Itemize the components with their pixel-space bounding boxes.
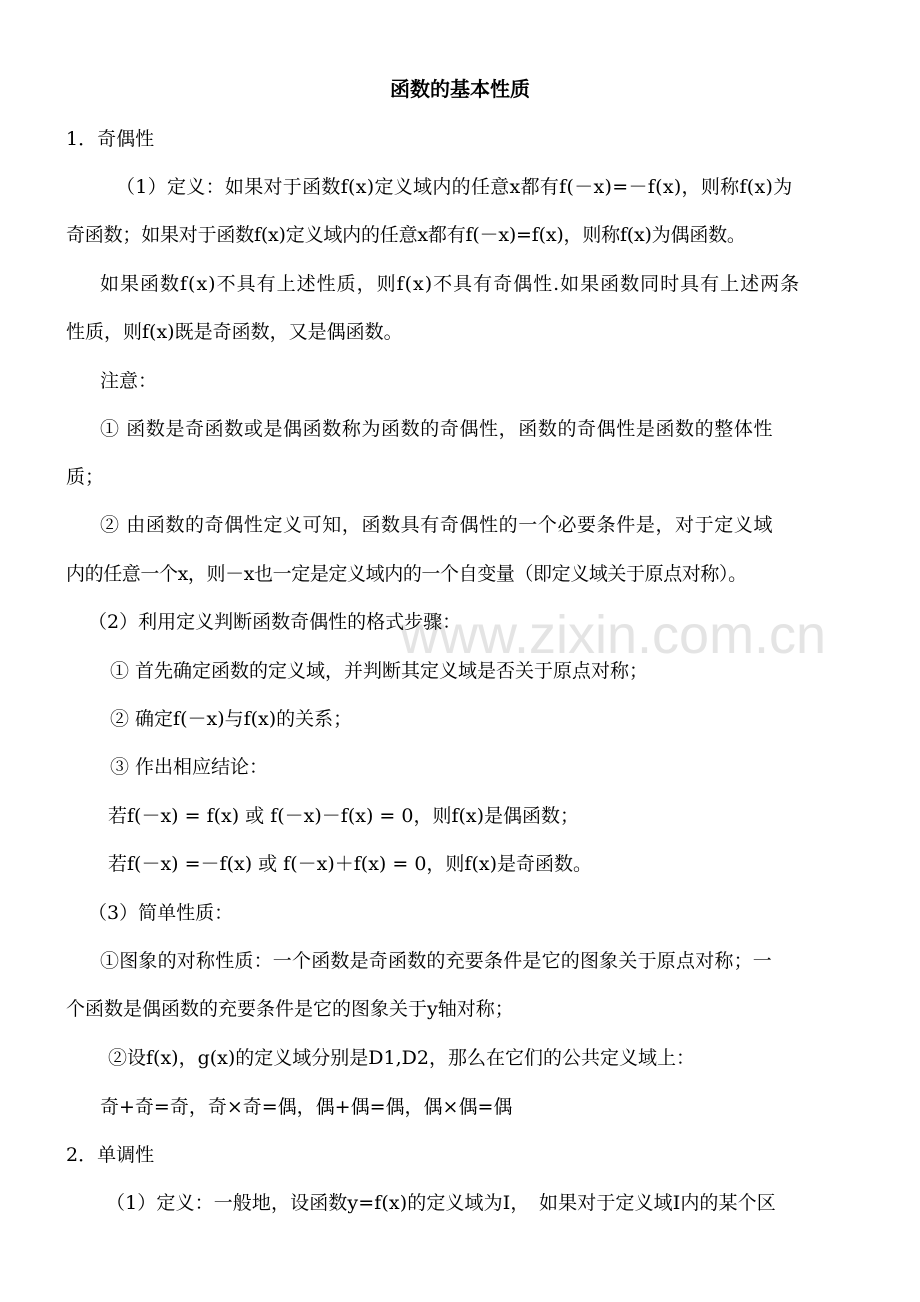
paragraph-line: （1）定义：如果对于函数f(x)定义域内的任意x都有f(－x)=－f(x)，则称f(x)为 xyxy=(116,176,793,198)
property-item-1: ①图象的对称性质：一个函数是奇函数的充要条件是它的图象关于原点对称；一 xyxy=(100,950,773,972)
step-item-1: ① 首先确定函数的定义域，并判断其定义域是否关于原点对称； xyxy=(110,660,649,682)
even-condition: 若f(－x) = f(x) 或 f(－x)－f(x) = 0，则f(x)是偶函数； xyxy=(108,805,580,827)
section-heading-monotonicity: 2．单调性 xyxy=(66,1144,155,1166)
subheading-properties: （3）简单性质： xyxy=(88,902,234,924)
section-heading-parity: 1．奇偶性 xyxy=(66,128,155,150)
paragraph-line: 内的任意一个x，则－x也一定是定义域内的一个自变量（即定义域关于原点对称）。 xyxy=(66,563,747,585)
operation-rules: 奇+奇=奇，奇×奇=偶，偶+偶=偶，偶×偶=偶 xyxy=(100,1096,513,1118)
paragraph-line: 奇函数；如果对于函数f(x)定义域内的任意x都有f(－x)=f(x)，则称f(x)为偶函数。 xyxy=(66,224,746,246)
property-item-2: ②设f(x)，g(x)的定义域分别是D1,D2，那么在它们的公共定义域上： xyxy=(108,1047,695,1069)
note-label: 注意： xyxy=(100,370,158,392)
step-item-3: ③ 作出相应结论： xyxy=(110,756,269,778)
subheading-steps: （2）利用定义判断函数奇偶性的格式步骤： xyxy=(88,611,462,633)
note-item-1: ① 函数是奇函数或是偶函数称为函数的奇偶性，函数的奇偶性是函数的整体性 xyxy=(100,418,774,440)
odd-condition: 若f(－x) =－f(x) 或 f(－x)＋f(x) = 0，则f(x)是奇函数。 xyxy=(108,853,592,875)
paragraph-line: （1）定义：一般地，设函数y=f(x)的定义域为I， 如果对于定义域I内的某个区 xyxy=(106,1192,776,1214)
paragraph-line: 质； xyxy=(66,466,105,488)
paragraph-line: 如果函数f(x)不具有上述性质，则f(x)不具有奇偶性.如果函数同时具有上述两条 xyxy=(100,273,801,295)
paragraph-line: 性质，则f(x)既是奇函数，又是偶函数。 xyxy=(66,321,403,343)
watermark: www.zixin.com.cn xyxy=(400,605,827,665)
document-title: 函数的基本性质 xyxy=(390,77,530,101)
paragraph-line: 个函数是偶函数的充要条件是它的图象关于y轴对称； xyxy=(66,998,514,1020)
note-item-2: ② 由函数的奇偶性定义可知，函数具有奇偶性的一个必要条件是，对于定义域 xyxy=(100,514,774,536)
step-item-2: ② 确定f(－x)与f(x)的关系； xyxy=(110,708,353,730)
